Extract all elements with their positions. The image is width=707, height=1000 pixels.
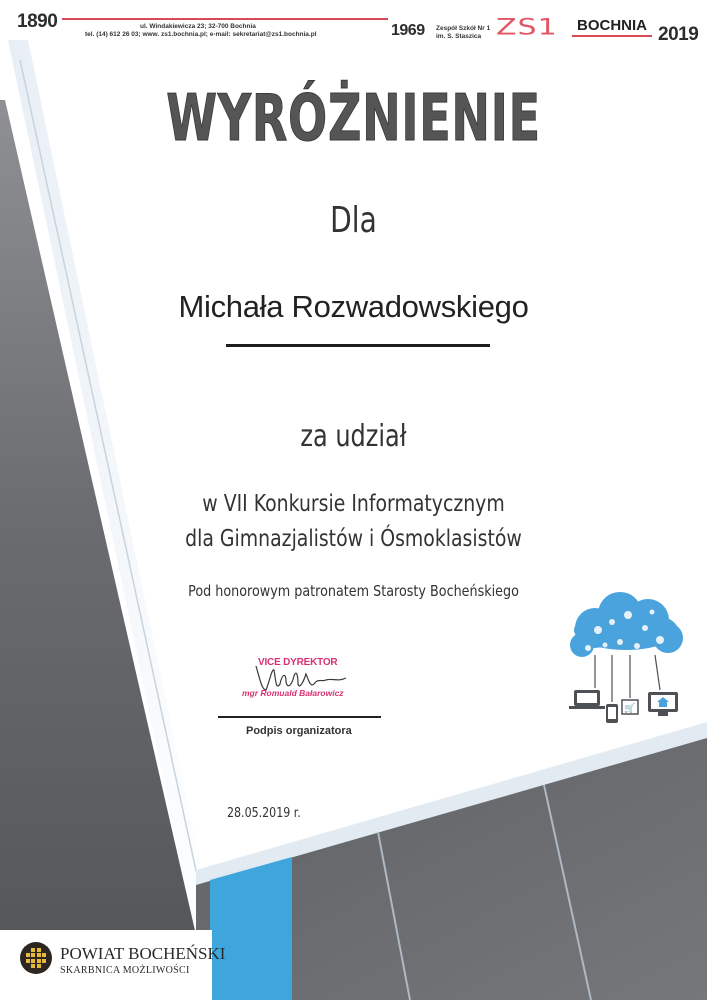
school-contact: tel. (14) 612 26 03; www. zs1.bochnia.pl; e-mail: sekretariat@zs1.bochnia.pl — [85, 31, 317, 38]
county-tagline: SKARBNICA MOŻLIWOŚCI — [60, 965, 190, 976]
for-label: Dla — [330, 200, 377, 241]
county-logo — [0, 930, 226, 1000]
issue-date: 28.05.2019 r. — [227, 806, 301, 821]
header-red-line-right — [572, 35, 652, 37]
school-address: ul. Windakiewicza 23; 32-700 Bochnia — [140, 23, 256, 30]
year-1969: 1969 — [391, 22, 425, 39]
signature-caption: Podpis organizatora — [246, 725, 352, 737]
county-name: POWIAT BOCHEŃSKI — [60, 944, 226, 963]
city-name: BOCHNIA — [577, 17, 647, 34]
phone-icon — [606, 704, 618, 723]
county-emblem-icon — [20, 942, 52, 974]
zs1-logo: ZS1 — [496, 14, 558, 41]
school-name: Zespół Szkół Nr 1 — [436, 25, 491, 32]
cart-icon — [622, 700, 638, 714]
signature-line — [218, 716, 381, 718]
header-red-line — [62, 18, 388, 20]
current-year: 2019 — [658, 24, 699, 45]
laptop-icon — [569, 690, 605, 709]
recipient-name: Michała Rozwadowskiego — [178, 289, 529, 324]
contest-line-2: dla Gimnazjalistów i Ósmoklasistów — [185, 526, 522, 552]
reason-label: za udział — [300, 419, 407, 454]
founding-year: 1890 — [17, 11, 58, 32]
school-patron: im. S. Staszica — [436, 33, 482, 40]
certificate-title: WYRÓŻNIENIE — [166, 82, 541, 156]
svg-text:🛒: 🛒 — [624, 704, 636, 714]
monitor-home-icon — [648, 692, 678, 716]
recipient-underline — [226, 344, 490, 347]
stamp-title: VICE DYREKTOR — [258, 657, 338, 668]
stamp-name: mgr Romuald Bałarowicz — [242, 688, 344, 698]
contest-line-1: w VII Konkursie Informatycznym — [202, 491, 505, 517]
contest-name — [64, 487, 644, 557]
cloud-network-icon — [570, 592, 683, 702]
patronage-text: Pod honorowym patronatem Starosty Bocheńskiego — [188, 582, 519, 600]
